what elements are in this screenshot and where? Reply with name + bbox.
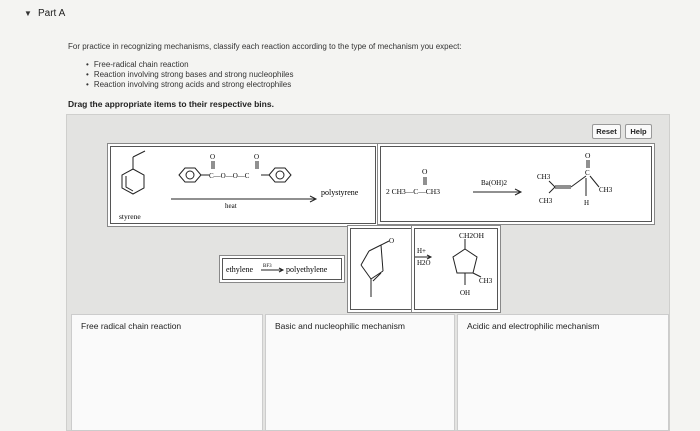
hydration-reagent-bottom: H2O bbox=[417, 259, 431, 267]
reaction-card-aldol[interactable] bbox=[380, 146, 652, 222]
cyclic-product-drawing bbox=[415, 229, 497, 309]
bin-label: Free radical chain reaction bbox=[81, 321, 182, 331]
aldol-reagent: Ba(OH)2 bbox=[481, 179, 508, 187]
part-title: Part A bbox=[38, 8, 66, 19]
svg-text:H: H bbox=[584, 199, 590, 207]
mechanism-item: • Reaction involving strong acids and strong electrophiles bbox=[86, 80, 294, 90]
ethylene-reactant: ethylene bbox=[226, 265, 254, 274]
aldol-reactant: 2 CH3—C—CH3 bbox=[386, 187, 440, 196]
product-oh: OH bbox=[460, 289, 471, 297]
svg-text:CH3: CH3 bbox=[599, 186, 613, 194]
styrene-product: polystyrene bbox=[321, 188, 359, 197]
mechanism-item: • Free-radical chain reaction bbox=[86, 60, 294, 70]
instructions-intro: For practice in recognizing mechanisms, classify each reaction according to the type of mechanism you expect: bbox=[68, 42, 462, 51]
mechanism-item: • Reaction involving strong bases and strong nucleophiles bbox=[86, 70, 294, 80]
bin-label: Basic and nucleophilic mechanism bbox=[275, 321, 405, 331]
svg-text:O: O bbox=[210, 153, 216, 161]
svg-text:O: O bbox=[422, 167, 428, 176]
ethylene-reagent: BF3 bbox=[263, 264, 272, 269]
hydration-reagent-top: H+ bbox=[417, 247, 427, 255]
part-header[interactable] bbox=[24, 8, 66, 19]
drag-instructions: Drag the appropriate items to their respective bins. bbox=[68, 99, 274, 109]
alkene-structure-drawing bbox=[351, 229, 415, 309]
collapse-caret-icon[interactable]: ▼ bbox=[24, 9, 32, 18]
mechanism-list bbox=[86, 60, 294, 90]
bin-acidic-electrophilic[interactable] bbox=[457, 314, 669, 431]
svg-text:O: O bbox=[585, 151, 591, 160]
svg-text:CH3: CH3 bbox=[537, 173, 551, 181]
reaction-card-styrene[interactable] bbox=[110, 146, 376, 224]
help-button[interactable]: Help bbox=[625, 124, 652, 139]
bin-free-radical[interactable] bbox=[71, 314, 263, 431]
styrene-reaction-drawing bbox=[111, 147, 375, 223]
product-ch3: CH3 bbox=[479, 277, 493, 285]
svg-text:CH3: CH3 bbox=[539, 197, 553, 205]
bin-label: Acidic and electrophilic mechanism bbox=[467, 321, 600, 331]
svg-text:C: C bbox=[585, 169, 590, 177]
svg-text:O: O bbox=[389, 237, 395, 245]
reset-button[interactable]: Reset bbox=[592, 124, 621, 139]
svg-text:C—O—O—C: C—O—O—C bbox=[209, 172, 250, 180]
aldol-reaction-drawing bbox=[381, 147, 651, 221]
reaction-card-ethylene[interactable] bbox=[222, 258, 342, 280]
ethylene-product: polyethylene bbox=[286, 265, 328, 274]
styrene-label: styrene bbox=[119, 212, 141, 221]
ethylene-reaction-drawing bbox=[223, 259, 341, 279]
reaction-card-cyclic-product[interactable] bbox=[414, 228, 498, 310]
styrene-condition: heat bbox=[225, 202, 237, 210]
reaction-card-hydration-reactant[interactable] bbox=[350, 228, 416, 310]
bin-basic-nucleophilic[interactable] bbox=[265, 314, 455, 431]
product-ch2oh: CH2OH bbox=[459, 231, 485, 240]
svg-text:O: O bbox=[254, 153, 260, 161]
